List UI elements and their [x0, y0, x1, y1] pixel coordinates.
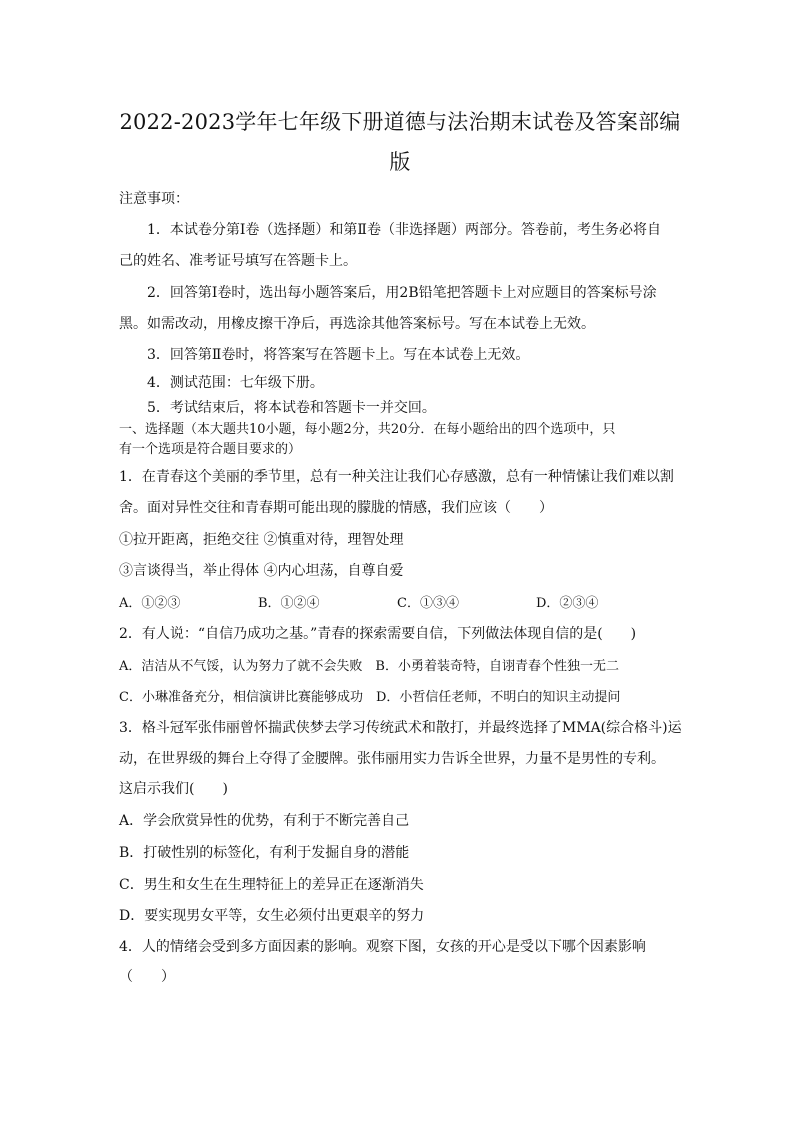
- notice-2-line-1: 2．回答第Ⅰ卷时，选出每小题答案后，用2B铅笔把答题卡上对应题目的答案标号涂: [147, 285, 657, 301]
- question-3-option-d: D．要实现男女平等，女生必须付出更艰辛的努力: [119, 908, 425, 924]
- question-3-stem-line-3: 这启示我们( ): [119, 781, 228, 797]
- question-4-stem-line-1: 4．人的情绪会受到多方面因素的影响。观察下图，女孩的开心是受以下哪个因素影响: [119, 939, 646, 955]
- question-1-stem-line-2: 舍。面对异性交往和青春期可能出现的朦胧的情感，我们应该（ ）: [119, 500, 553, 516]
- question-2-options-cd: C．小琳准备充分，相信演讲比赛能够成功 D．小哲信任老师，不明白的知识主动提问: [119, 690, 621, 705]
- notice-2-line-2: 黑。如需改动，用橡皮擦干净后，再选涂其他答案标号。写在本试卷上无效。: [119, 316, 595, 332]
- question-3-option-a: A．学会欣赏异性的优势，有利于不断完善自己: [119, 813, 410, 829]
- notice-3: 3．回答第Ⅱ卷时，将答案写在答题卡上。写在本试卷上无效。: [147, 347, 530, 363]
- notice-heading: 注意事项：: [119, 191, 189, 207]
- question-1-option-d: D．②③④: [536, 596, 599, 611]
- question-2-stem: 2．有人说：“自信乃成功之基。”青春的探索需要自信，下列做法体现自信的是( ): [119, 626, 637, 642]
- question-3-stem-line-2: 动，在世界级的舞台上夺得了金腰牌。张伟丽用实力告诉全世界，力量不是男性的专利。: [119, 751, 665, 767]
- section-heading-line-2: 有一个选项是符合题目要求的）: [119, 442, 302, 457]
- question-3-option-c: C．男生和女生在生理特征上的差异正在逐渐消失: [119, 877, 424, 893]
- question-2-options-ab: A．洁洁从不气馁，认为努力了就不会失败 B．小勇着装奇特，自诩青春个性独一无二: [119, 659, 619, 674]
- document-title-line-1: 2022-2023学年七年级下册道德与法治期末试卷及答案部编: [119, 110, 681, 134]
- question-1-stem-line-1: 1．在青春这个美丽的季节里，总有一种关注让我们心存感激，总有一种情愫让我们难以割: [119, 469, 674, 485]
- question-1-option-b: B．①②④: [258, 596, 320, 611]
- question-1-option-c: C．①③④: [397, 596, 459, 611]
- question-3-stem-line-1: 3．格斗冠军张伟丽曾怀揣武侠梦去学习传统武术和散打，并最终选择了MMA(综合格斗)运: [119, 720, 682, 736]
- section-heading-line-1: 一、选择题（本大题共10小题，每小题2分，共20分．在每小题给出的四个选项中，只: [119, 422, 616, 437]
- question-1-statement-2: ③言谈得当，举止得体 ④内心坦荡，自尊自爱: [119, 563, 404, 579]
- notice-1-line-2: 己的姓名、准考证号填写在答题卡上。: [119, 253, 357, 269]
- document-title-line-2: 版: [389, 150, 411, 174]
- question-1-option-a: A．①②③: [119, 596, 181, 611]
- question-4-stem-line-2: （ ）: [119, 969, 175, 985]
- notice-4: 4．测试范围：七年级下册。: [147, 375, 324, 391]
- notice-5: 5．考试结束后，将本试卷和答题卡一并交回。: [147, 400, 436, 416]
- notice-1-line-1: 1．本试卷分第Ⅰ卷（选择题）和第Ⅱ卷（非选择题）两部分。答卷前，考生务必将自: [147, 222, 661, 238]
- question-3-option-b: B．打破性别的标签化，有利于发掘自身的潜能: [119, 845, 410, 861]
- question-1-statement-1: ①拉开距离，拒绝交往 ②慎重对待，理智处理: [119, 532, 404, 548]
